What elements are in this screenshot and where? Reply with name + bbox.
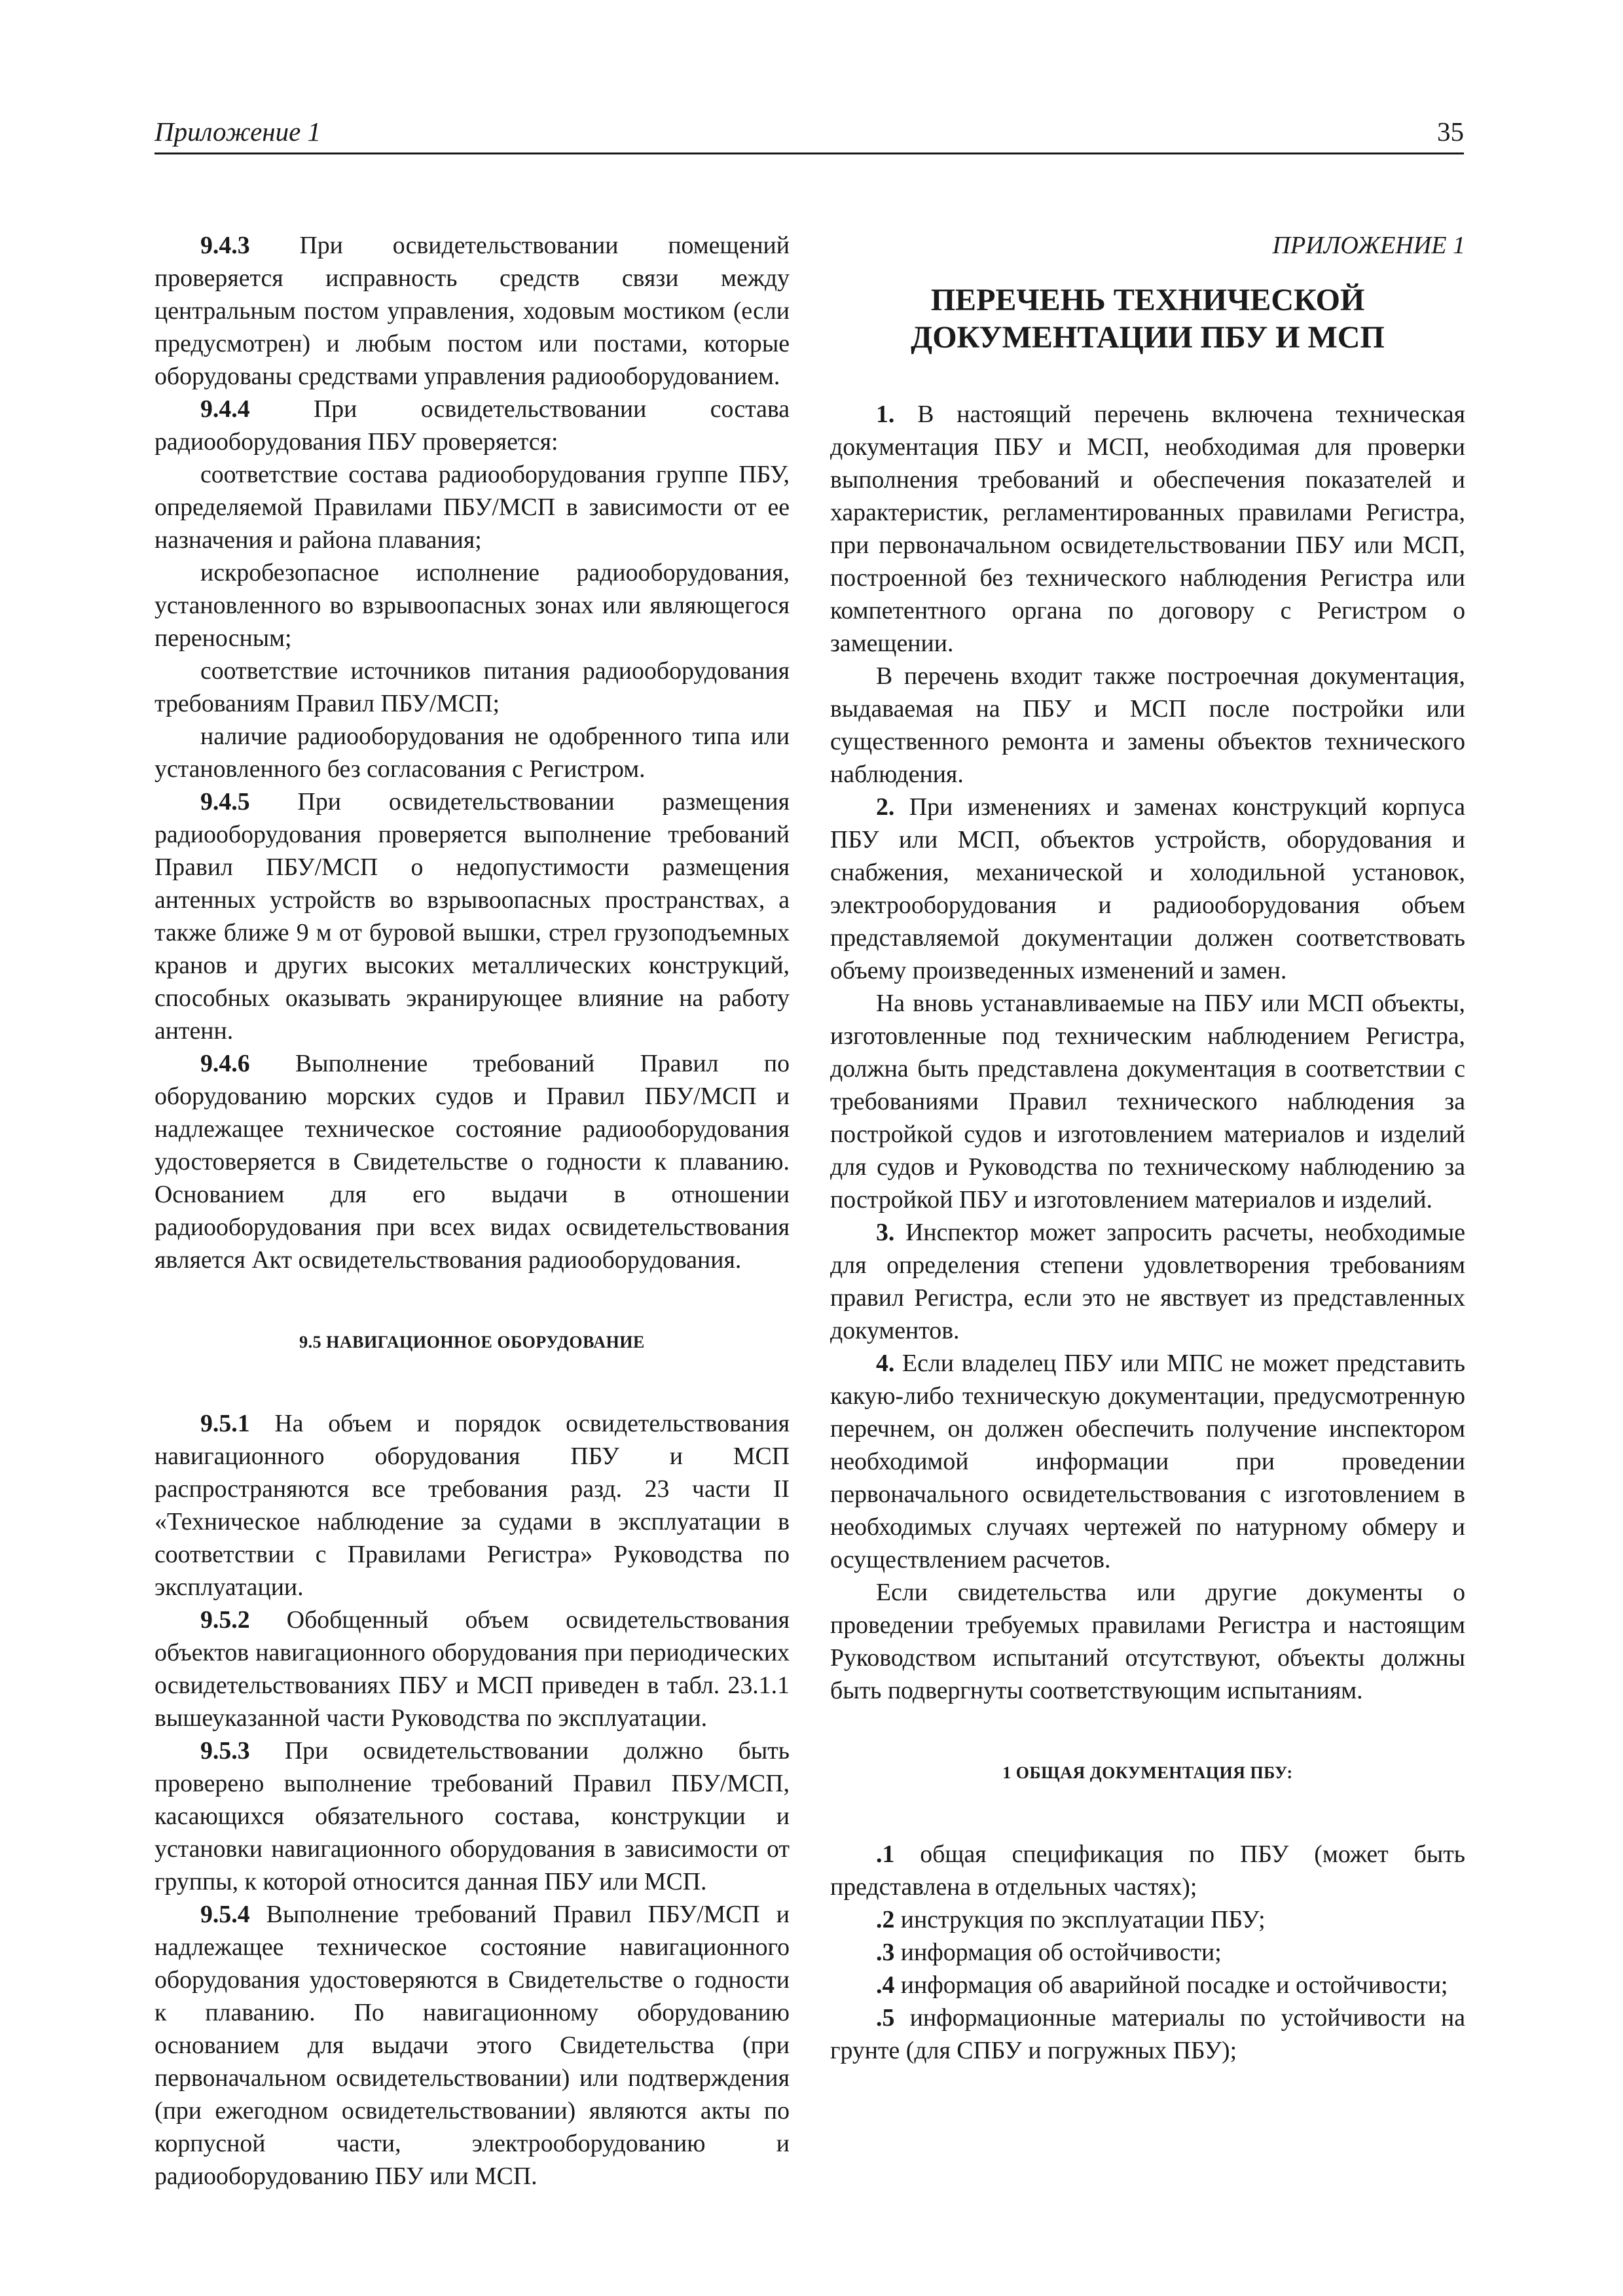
clause-number: 9.4.3 (200, 232, 250, 259)
list-item: искробезопасное исполнение радиооборудования, установленного во взрывоопасных зонах или являющегося переносным; (155, 559, 790, 652)
paragraph-3: 3. Инспектор может запросить расчеты, необходимые для определения степени удовлетворения требованиям правил Регистра, если это не явствует из представленных документов. (830, 1219, 1465, 1344)
paragraph-9-5-4: 9.5.4 Выполнение требований Правил ПБУ/МСП и надлежащее техническое состояние навигационного оборудования удостоверяются в Свидетельстве о годности к плаванию. По навигационному оборудованию основанием для выдачи этого Свидетельства (при первоначальном освидетельствовании) или подтверждения (при ежегодном освидетельствовании) являются акты по корпусной части, электрооборудованию и радиооборудованию ПБУ или МСП. (155, 1901, 790, 2190)
clause-number: 9.4.5 (200, 788, 250, 816)
paragraph-2-continued: На вновь устанавливаемые на ПБУ или МСП объекты, изготовленные под техническим наблюдением Регистра, должна быть представлена документация в соответствии с требованиями Правил технического наблюдения за постройкой судов и изготовлением материалов и изделий для судов и Руководства по техническому наблюдению за постройкой ПБУ и изготовлением материалов и изделий. (830, 990, 1465, 1213)
paragraph-9-4-4: 9.4.4 При освидетельствовании состава радиооборудования ПБУ проверяется: (155, 395, 790, 456)
paragraph-4: 4. Если владелец ПБУ или МПС не может представить какую-либо техническую документации, предусмотренную перечнем, он должен обеспечить получение инспектором необходимой информации при проведении первоначального освидетельствования с изготовлением в необходимых случаях чертежей по натурному обмеру и осуществлением расчетов. (830, 1350, 1465, 1573)
clause-number: 4. (876, 1350, 895, 1377)
paragraph-9-5-3: 9.5.3 При освидетельствовании должно быть проверено выполнение требований Правил ПБУ/МСП, касающихся обязательного состава, конструкции и установки навигационного оборудования в зависимости от группы, к которой относится данная ПБУ или МСП. (155, 1737, 790, 1895)
title-line: ДОКУМЕНТАЦИИ ПБУ И МСП (911, 320, 1385, 355)
clause-number: 1. (876, 401, 895, 428)
right-column (830, 229, 1465, 2067)
clause-number: 9.5.4 (200, 1901, 250, 1928)
clause-number: 9.4.4 (200, 395, 250, 423)
header-appendix-title: Приложение 1 (155, 117, 321, 147)
title-line: ПЕРЕЧЕНЬ ТЕХНИЧЕСКОЙ (930, 283, 1365, 317)
list-item: соответствие состава радиооборудования группе ПБУ, определяемой Правилами ПБУ/МСП в зависимости от ее назначения и района плавания; (155, 461, 790, 554)
paragraph-9-4-6: 9.4.6 Выполнение требований Правил по оборудованию морских судов и Правил ПБУ/МСП и надлежащее техническое состояние радиооборудования удостоверяется в Свидетельстве о годности к плаванию. Основанием для его выдачи в отношении радиооборудования при всех видах освидетельствования является Акт освидетельствования радиооборудования. (155, 1050, 790, 1274)
clause-number: 9.5.3 (200, 1737, 250, 1765)
paragraph-2: 2. При изменениях и заменах конструкций корпуса ПБУ или МСП, объектов устройств, оборудования и снабжения, механической и холодильной установок, электрооборудования и радиооборудования объем представляемой документации должен соответствовать объему произведенных изменений и замен. (830, 793, 1465, 984)
section-heading-9-5: 9.5 НАВИГАЦИОННОЕ ОБОРУДОВАНИЕ (299, 1333, 645, 1352)
item-number: .5 (876, 2004, 895, 2032)
paragraph-9-5-2: 9.5.2 Обобщенный объем освидетельствования объектов навигационного оборудования при периодических освидетельствованиях ПБУ и МСП приведен в табл. 23.1.1 вышеуказанной части Руководства по эксплуатации. (155, 1606, 790, 1732)
list-item: .1 общая спецификация по ПБУ (может быть представлена в отдельных частях); (830, 1840, 1465, 1901)
clause-number: 9.4.6 (200, 1050, 250, 1077)
document-title (830, 281, 1465, 356)
appendix-label: ПРИЛОЖЕНИЕ 1 (1272, 232, 1465, 259)
clause-number: 9.5.2 (200, 1606, 250, 1634)
item-number: .1 (876, 1840, 895, 1868)
paragraph-1-continued: В перечень входит также построечная документация, выдаваемая на ПБУ и МСП после постройки или существенного ремонта и замены объектов технического наблюдения. (830, 662, 1465, 788)
item-number: .4 (876, 1971, 895, 1999)
running-header (155, 111, 1464, 154)
page-number: 35 (1437, 117, 1464, 147)
clause-number: 9.5.1 (200, 1410, 250, 1437)
clause-number: 2. (876, 793, 895, 821)
item-number: .2 (876, 1906, 895, 1933)
list-item: .2 инструкция по эксплуатации ПБУ; (876, 1906, 1266, 1933)
list-item: соответствие источников питания радиооборудования требованиям Правил ПБУ/МСП; (155, 657, 790, 717)
paragraph-4-continued: Если свидетельства или другие документы о проведении требуемых правилами Регистра и настоящим Руководством испытаний отсутствуют, объекты должны быть подвергнуты соответствующим испытаниям. (830, 1579, 1465, 1704)
list-item: .3 информация об остойчивости; (876, 1939, 1222, 1966)
paragraph-9-4-5: 9.4.5 При освидетельствовании размещения радиооборудования проверяется выполнение требований Правил ПБУ/МСП о недопустимости размещения антенных устройств во взрывоопасных пространствах, а также ближе 9 м от буровой вышки, стрел грузоподъемных кранов и других высоких металлических конструкций, способных оказывать экранирующее влияние на работу антенн. (155, 788, 790, 1045)
list-item: .4 информация об аварийной посадке и остойчивости; (876, 1971, 1448, 1999)
left-column (155, 229, 790, 2193)
list-item: .5 информационные материалы по устойчивости на грунте (для СПБУ и погружных ПБУ); (830, 2004, 1465, 2064)
paragraph-9-5-1: 9.5.1 На объем и порядок освидетельствования навигационного оборудования ПБУ и МСП распространяются все требования разд. 23 части II «Техническое наблюдение за судами в эксплуатации в соответствии с Правилами Регистра» Руководства по эксплуатации. (155, 1410, 790, 1601)
paragraph-1: 1. В настоящий перечень включена техническая документация ПБУ и МСП, необходимая для проверки выполнения требований и обеспечения показателей и характеристик, регламентированных правилами Регистра, при первоначальном освидетельствовании ПБУ или МСП, построенной без технического наблюдения Регистра или компетентного органа по договору с Регистром о замещении. (830, 401, 1465, 657)
section-heading-1: 1 ОБЩАЯ ДОКУМЕНТАЦИЯ ПБУ: (1002, 1763, 1293, 1782)
item-number: .3 (876, 1939, 895, 1966)
list-item: наличие радиооборудования не одобренного типа или установленного без согласования с Регистром. (155, 723, 790, 783)
clause-number: 3. (876, 1219, 895, 1246)
paragraph-9-4-3: 9.4.3 При освидетельствовании помещений проверяется исправность средств связи между центральным постом управления, ходовым мостиком (если предусмотрен) и любым постом или постами, которые оборудованы средствами управления радиооборудованием. (155, 232, 790, 390)
